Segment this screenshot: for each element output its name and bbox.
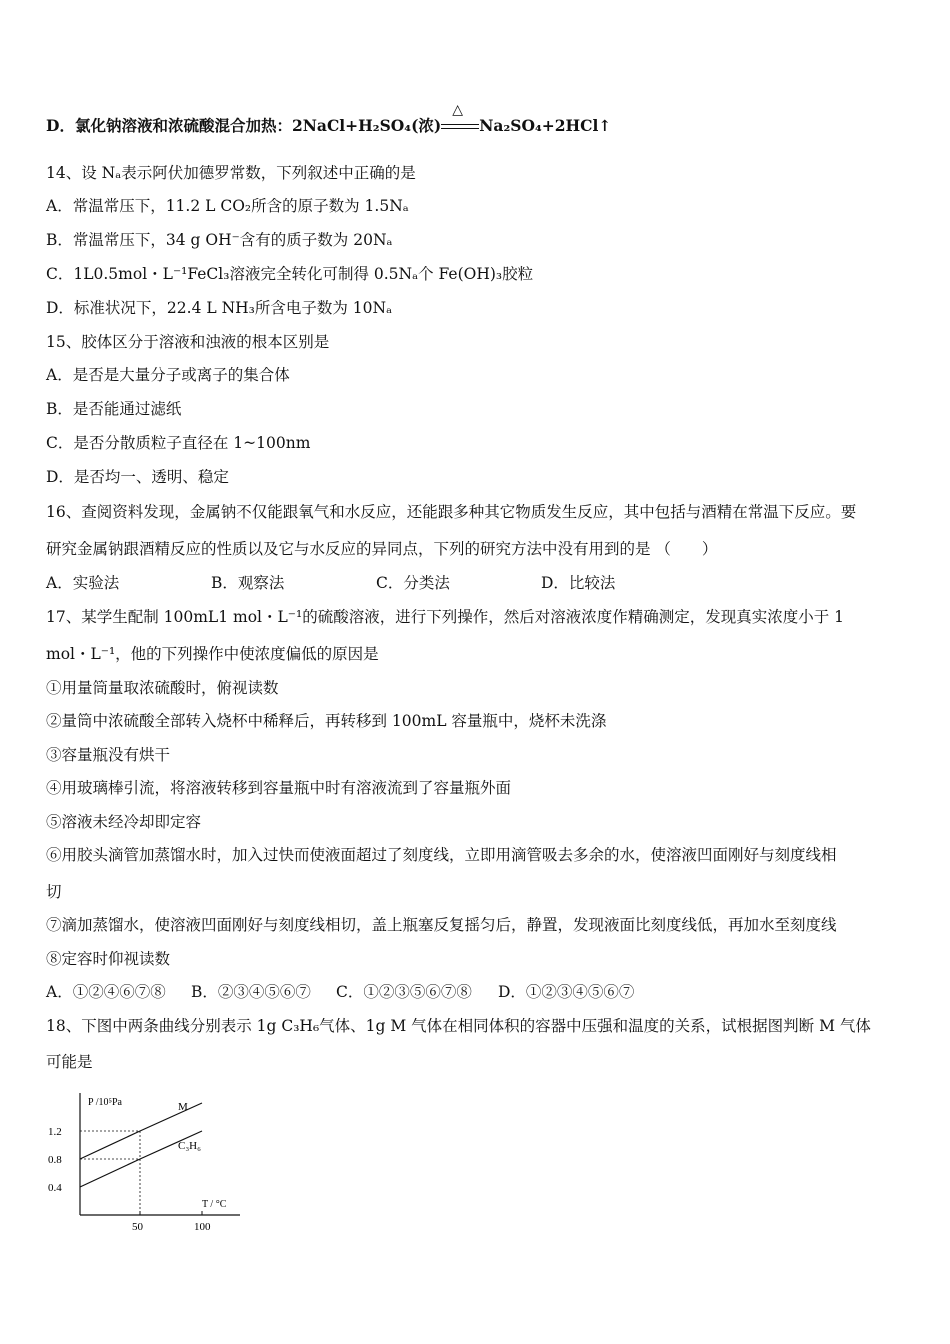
q13-option-d-prefix: D．氯化钠溶液和浓硫酸混合加热：2NaCl+H₂SO₄(浓): [46, 116, 442, 135]
q17-item-7: ⑦滴加蒸馏水，使溶液凹面刚好与刻度线相切，盖上瓶塞反复摇匀后，静置，发现液面比刻度线低，再加水至刻度线: [46, 916, 837, 934]
equals-top: [441, 124, 479, 125]
q14-option-b: B．常温常压下，34 g OH⁻含有的质子数为 20Nₐ: [46, 231, 393, 249]
q17-stem-line2: mol・L⁻¹，他的下列操作中使浓度偏低的原因是: [46, 645, 379, 663]
reaction-arrow: [441, 102, 479, 136]
q17-item-6-line1: ⑥用胶头滴管加蒸馏水时，加入过快而使液面超过了刻度线，立即用滴管吸去多余的水，使溶液凹面刚好与刻度线相: [46, 846, 837, 864]
q13-option-d: [46, 102, 612, 136]
q18-stem-line1: 18、下图中两条曲线分别表示 1g C₃H₆气体、1g M 气体在相同体积的容器中压强和温度的关系，试根据图判断 M 气体: [46, 1017, 871, 1035]
equals-bottom: [441, 128, 479, 129]
q13-option-d-suffix: Na₂SO₄+2HCl↑: [479, 116, 612, 135]
y-tick-label: 1.2: [48, 1126, 62, 1138]
q17-item-8: ⑧定容时仰视读数: [46, 950, 171, 968]
y-tick-label: 0.4: [48, 1182, 62, 1194]
q16-stem-line1: 16、查阅资料发现，金属钠不仅能跟氧气和水反应，还能跟多种其它物质发生反应，其中包括与酒精在常温下反应。要: [46, 503, 857, 521]
q17-stem-line1: 17、某学生配制 100mL1 mol・L⁻¹的硫酸溶液，进行下列操作，然后对溶液浓度作精确测定，发现真实浓度小于 1: [46, 608, 844, 626]
q15-option-a: A．是否是大量分子或离子的集合体: [46, 366, 290, 384]
q15-stem: 15、胶体区分于溶液和浊液的根本区别是: [46, 333, 330, 351]
q17-item-2: ②量筒中浓硫酸全部转入烧杯中稀释后，再转移到 100mL 容量瓶中，烧杯未洗涤: [46, 712, 607, 730]
heat-symbol: △: [452, 102, 464, 118]
q15-option-c: C．是否分散质粒子直径在 1~100nm: [46, 434, 311, 452]
x-tick-label: 50: [132, 1221, 143, 1233]
q17-option-b: B．②③④⑤⑥⑦: [191, 983, 311, 1001]
q15-option-b: B．是否能通过滤纸: [46, 400, 182, 418]
q14-option-d: D．标准状况下，22.4 L NH₃所含电子数为 10Nₐ: [46, 299, 393, 317]
q16-options: [46, 573, 615, 593]
q16-option-a: A．实验法: [46, 574, 120, 592]
q16-option-b: B．观察法: [211, 574, 285, 592]
series-label-m: M: [178, 1101, 188, 1113]
q17-options: [46, 982, 634, 1002]
q16-option-c: C．分类法: [376, 574, 450, 592]
pressure-temperature-chart: [40, 1085, 260, 1245]
y-axis-label: P /10⁵Pa: [88, 1097, 122, 1108]
q17-item-3: ③容量瓶没有烘干: [46, 746, 171, 764]
series-label-c3h6: C₃H₆: [178, 1140, 201, 1152]
q17-item-1: ①用量筒量取浓硫酸时，俯视读数: [46, 679, 279, 697]
q14-stem: 14、设 Nₐ表示阿伏加德罗常数，下列叙述中正确的是: [46, 164, 416, 182]
x-axis-label: T / °C: [202, 1199, 227, 1210]
q16-stem-line2: 研究金属钠跟酒精反应的性质以及它与水反应的异同点，下列的研究方法中没有用到的是 （ ）: [46, 540, 718, 558]
q17-item-4: ④用玻璃棒引流，将溶液转移到容量瓶中时有溶液流到了容量瓶外面: [46, 779, 512, 797]
q15-option-d: D．是否均一、透明、稳定: [46, 468, 229, 486]
q17-option-a: A．①②④⑥⑦⑧: [46, 983, 166, 1001]
q16-option-d: D．比较法: [541, 574, 616, 592]
y-tick-label: 0.8: [48, 1154, 62, 1166]
q17-item-6-line2: 切: [46, 883, 62, 901]
x-tick-label: 100: [194, 1221, 211, 1233]
q18-stem-line2: 可能是: [46, 1053, 93, 1071]
q17-option-d: D．①②③④⑤⑥⑦: [498, 983, 635, 1001]
q14-option-c: C．1L0.5mol・L⁻¹FeCl₃溶液完全转化可制得 0.5Nₐ个 Fe(OH)₃胶粒: [46, 265, 534, 283]
q17-item-5: ⑤溶液未经冷却即定容: [46, 813, 202, 831]
q14-option-a: A．常温常压下，11.2 L CO₂所含的原子数为 1.5Nₐ: [46, 197, 409, 215]
q17-option-c: C．①②③⑤⑥⑦⑧: [336, 983, 472, 1001]
